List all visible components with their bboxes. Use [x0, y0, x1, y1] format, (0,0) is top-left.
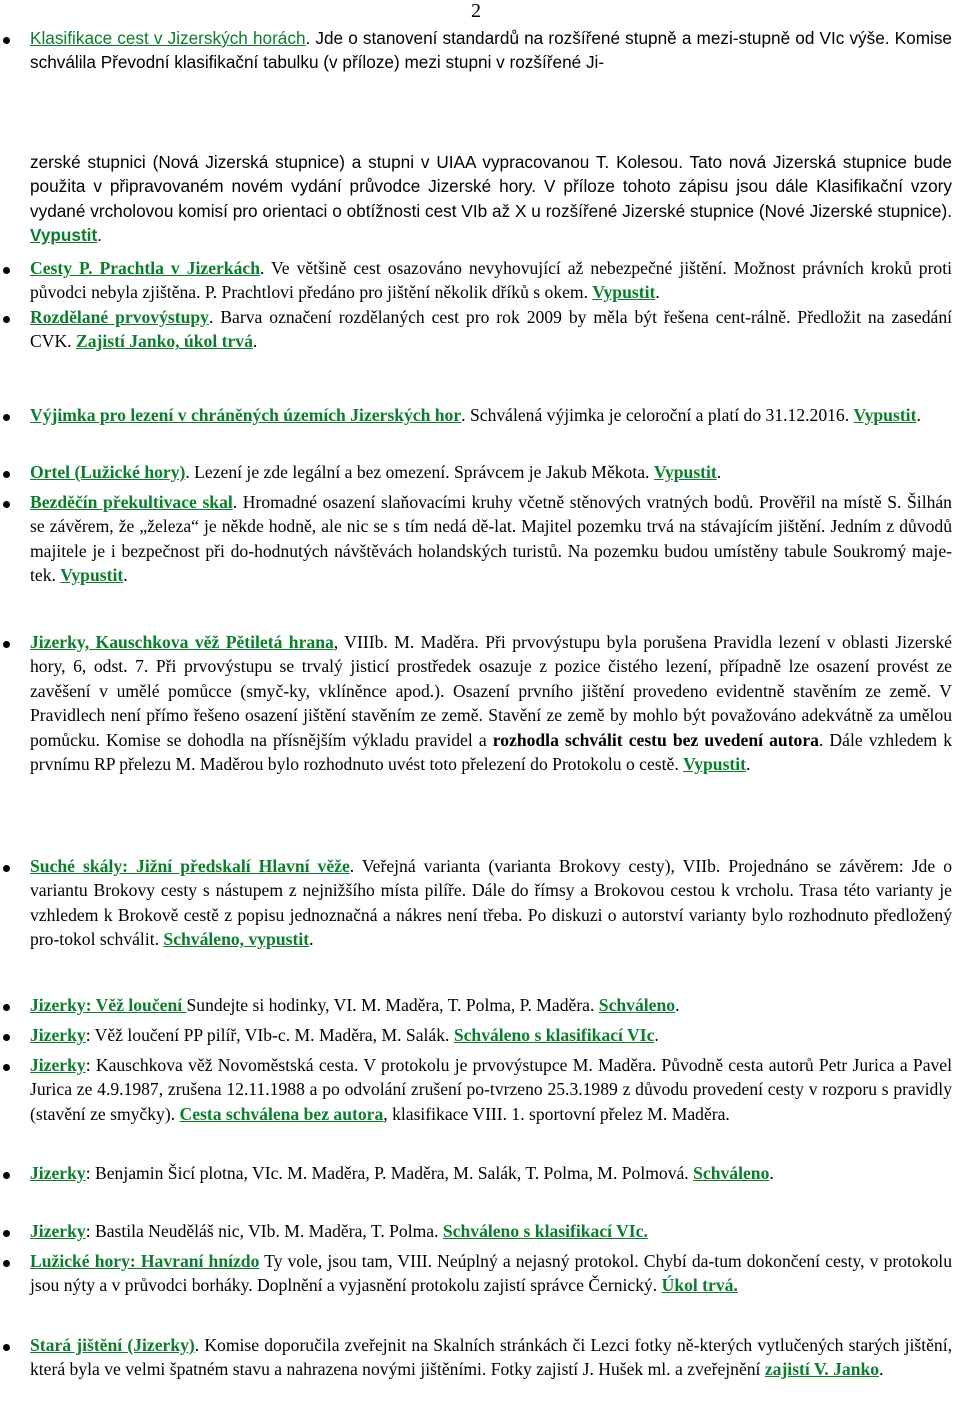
- list-item: [30, 1219, 952, 1243]
- item-text: .: [655, 282, 660, 303]
- item-heading-link[interactable]: Cesta schválena bez autora: [179, 1103, 384, 1124]
- item-heading-link[interactable]: Jizerky: [30, 1163, 86, 1183]
- bullet-icon: [3, 37, 10, 44]
- item-text: . Barva označení rozdělaných cest pro rok 2009 by měla být řešena cent-rálně. Předložit na zasedání CVK.: [30, 307, 953, 352]
- continuation-text-1: zerské stupnici (Nová Jizerská stupnice) a stupni v UIAA vypracovanou T. Kolesou.: [30, 152, 690, 172]
- item-heading-link[interactable]: Vypustit: [592, 282, 656, 303]
- item-heading-link[interactable]: Lužické hory: Havraní hnízdo: [30, 1251, 260, 1271]
- item-heading-link[interactable]: Úkol trvá.: [661, 1275, 738, 1296]
- item-heading-link[interactable]: Cesty P. Prachtla v Jizerkách: [30, 258, 260, 278]
- list-item: [30, 993, 952, 1017]
- item-heading-link[interactable]: Vypustit: [853, 405, 917, 425]
- item-text: : Benjamin Šicí plotna, VIc. M. Maděra, P. Maděra, M. Salák, T. Polma, M. Polmová.: [85, 1163, 694, 1183]
- bullet-icon: [3, 641, 10, 648]
- item-text: .: [675, 995, 680, 1015]
- item-heading-link[interactable]: Jizerky: [30, 1055, 86, 1075]
- item-text: . Dále vzhledem k prvnímu RP přelezu M. Maděrou bylo rozhodnuto uvést toto přelezení do Protokolu o cestě.: [30, 729, 952, 775]
- list-item: [30, 1053, 952, 1126]
- item-heading-link[interactable]: Vypustit: [60, 565, 124, 586]
- list-item: [30, 1161, 952, 1185]
- item-heading-link[interactable]: Schváleno, vypustit: [163, 929, 310, 950]
- item-heading-link[interactable]: Jizerky: [30, 1025, 86, 1045]
- item-heading-link[interactable]: Zajistí Janko, úkol trvá: [75, 331, 253, 352]
- continuation-text-2: Tato nová Jizerská stupnice bude použita v připravovaném novém vydání průvodce Jizerské hory. V příloze tohoto zápisu jsou dále Klasifikační vzory vydané vrcholovou komisí pro orientaci o obtížnosti cest VIb až X u rozšířené Jizerské stupnice (Nové Jizerské stupnice).: [30, 152, 952, 221]
- list-item-klasifikace: [30, 26, 952, 75]
- bullet-icon: [3, 414, 10, 421]
- bullet-icon: [3, 1172, 10, 1179]
- bullet-icon: [3, 1004, 10, 1011]
- item-heading-link[interactable]: Schváleno s klasifikací VIc: [453, 1025, 655, 1045]
- item-text: , VIIIb. M. Maděra. Při prvovýstupu byla porušena Pravidla lezení v oblasti Jizerské hory, 6, odst. 7. Při prvovýstupu se trvalý jisticí prostředek osazuje z pozice čistého lezení, případně lze osazení provést ze zavěšení v umělé pomůcce (smyč-ky, vklíněnce apod.). Osazení prvního jištění provedeno evidentně stavěním ze země. V Pravidlech není přímo řešeno osazení jištění stavěním ze země. Stavění ze země by mohlo být považováno adekvátně za umělou pomůcku. Komise se dohodla na přísnějším výkladu pravidel a: [30, 632, 952, 750]
- item-text: .: [769, 1163, 774, 1183]
- item-text: . Komise doporučila zveřejnit na Skalních stránkách či Lezci fotky ně-kterých vytlučených starých jištění, která byla ve velmi špatném stavu a nahrazena novými jištěními. Fotky zajistí J. Hušek ml. a zveřejnění: [30, 1335, 952, 1380]
- item-text: . Hromadné osazení slaňovacími kruhy včetně stěnových vratných bodů. Prověřil na místě S. Šilhán se závěrem, že „železa“ je někde hodně, ale nic se s tím nedá dě-lat. Majitel pozemku trvá na stávajícím jištění. Jedním z důvodů majitele je i bezpečnost při do-hodnutých návštěvách holandských turistů. Na pozemku budou umístěny tabule Soukromý maje-tek.: [30, 492, 952, 586]
- item-heading-link[interactable]: zajistí V. Janko: [764, 1359, 880, 1380]
- list-item: [30, 403, 952, 427]
- item-text: . Jde o stanovení standardů na rozšířené stupně a mezi-stupně od VIc výše. Komise schválila Převodní klasifikační tabulku (v příloze) mezi stupni v rozšířené Ji-: [30, 28, 952, 73]
- continuation-paragraph: zerské stupnici (Nová Jizerská stupnice) a stupni v UIAA vypracovanou T. Kolesou. Tato nová Jizerská stupnice bude použita v připravovaném novém vydání průvodce Jizerské hory. V příloze tohoto zápisu jsou dále Klasifikační vzory vydané vrcholovou komisí pro orientaci o obtížnosti cest VIb až X u rozšířené Jizerské stupnice (Nové Jizerské stupnice). Vypustit.: [30, 152, 952, 246]
- item-text: .: [916, 405, 921, 425]
- item-heading-link[interactable]: Jizerky: [30, 1221, 86, 1241]
- item-heading-link[interactable]: Schváleno s klasifikací VIc.: [442, 1221, 648, 1241]
- item-text: .: [879, 1359, 884, 1380]
- item-text: . Lezení je zde legální a bez omezení. Správcem je Jakub Měkota.: [185, 462, 654, 482]
- list-item: [30, 490, 952, 588]
- item-text: Sundejte si hodinky, VI. M. Maděra, T. Polma, P. Maděra.: [186, 995, 599, 1015]
- item-text: .: [716, 462, 722, 482]
- item-text: : Věž loučení PP pilíř, VIb-c. M. Maděra, M. Salák.: [85, 1025, 454, 1045]
- item-text: , klasifikace VIII. 1. sportovní přelez M. Maděra.: [383, 1103, 730, 1124]
- item-heading-link[interactable]: Ortel (Lužické hory): [30, 462, 186, 482]
- item-text: .: [654, 1025, 659, 1045]
- item-text: . Ve většině cest osazováno nevyhovující až nebezpečné jištění. Možnost právních kroků proti původci nebyla zjištěna. P. Prachtlovi předáno pro jištění několik dříků s okem.: [30, 258, 953, 303]
- bullet-icon: [3, 1344, 10, 1351]
- item-heading-link[interactable]: Bezděčín překultivace skal: [30, 492, 233, 512]
- item-text: : Bastila Neuděláš nic, VIb. M. Maděra, T. Polma.: [85, 1221, 443, 1241]
- bullet-icon: [3, 1230, 10, 1237]
- item-heading-link[interactable]: Jizerky: Věž loučení: [30, 995, 187, 1015]
- item-text: . Schválená výjimka je celoroční a platí do 31.12.2016.: [461, 405, 854, 425]
- vypustit-link[interactable]: Vypustit: [30, 225, 98, 246]
- item-text: . Veřejná varianta (varianta Brokovy cesty), VIIb. Projednáno se závěrem: Jde o variantu Brokovy cesty s nástupem z nejnižšího místa pilíře. Dále do římsy a Brokovou cestou k vrcholu. Trasa této varianty je vzhledem k Brokově cestě z popisu jednoznačná a nákres není třeba. Po diskuzi o autorství varianty bylo rozhodnuto předložený pro-tokol schválit.: [30, 856, 952, 950]
- item-heading-link[interactable]: Rozdělané prvovýstupy: [30, 307, 209, 327]
- page-number: 2: [471, 0, 481, 22]
- list-item: [30, 256, 952, 305]
- list-item: [30, 305, 952, 354]
- bullet-icon: [3, 865, 10, 872]
- bullet-icon: [3, 1034, 10, 1041]
- item-heading-link[interactable]: Schváleno: [693, 1163, 770, 1183]
- item-text: .: [123, 565, 128, 586]
- item-heading-link[interactable]: Schváleno: [598, 995, 676, 1015]
- list-item: [30, 460, 952, 484]
- bullet-icon: [3, 471, 10, 478]
- item-heading-link[interactable]: Stará jištění (Jizerky): [30, 1335, 195, 1355]
- item-text: Ty vole, jsou tam, VIII. Neúplný a nejasný protokol. Chybí da-tum dokončení cesty, v protokolu jsou nýty a v průvodci borháky. Doplnění a vyjasnění protokolu zajistí správce Černický.: [30, 1251, 952, 1296]
- item-heading-link[interactable]: Suché skály: Jižní předskalí Hlavní věže: [30, 856, 350, 876]
- item-heading-link[interactable]: Jizerky, Kauschkova věž Pětiletá hrana: [30, 632, 334, 652]
- item-text: .: [309, 929, 314, 950]
- item-text: .: [252, 331, 258, 352]
- list-item: [30, 1249, 952, 1298]
- list-item: [30, 630, 952, 776]
- bullet-icon: [3, 1260, 10, 1267]
- list-item: [30, 854, 952, 952]
- bullet-icon: [3, 316, 10, 323]
- item-heading-link[interactable]: Vypustit: [653, 462, 717, 482]
- item-heading-link[interactable]: Vypustit: [683, 754, 747, 775]
- bullet-icon: [3, 267, 10, 274]
- item-text: : Kauschkova věž Novoměstská cesta. V protokolu je prvovýstupce M. Maděra. Původně cesta autorů Petr Jurica a Pavel Jurica ze 4.9.1987, zrušena 12.11.1988 a po odvolání zrušení po-tvrzeno 25.3.1989 z důvodu provedení cesty v rozporu s pravidly (stavění ze smyčky).: [30, 1055, 952, 1124]
- item-text: .: [746, 754, 751, 775]
- item-heading-link[interactable]: Výjimka pro lezení v chráněných územích Jizerských hor: [30, 405, 462, 425]
- list-item: [30, 1333, 952, 1382]
- item-text: rozhodla schválit cestu bez uvedení autora: [492, 729, 819, 750]
- list-item: [30, 1023, 952, 1047]
- bullet-icon: [3, 1064, 10, 1071]
- bullet-icon: [3, 501, 10, 508]
- item-heading[interactable]: Klasifikace cest v Jizerských horách: [30, 28, 306, 48]
